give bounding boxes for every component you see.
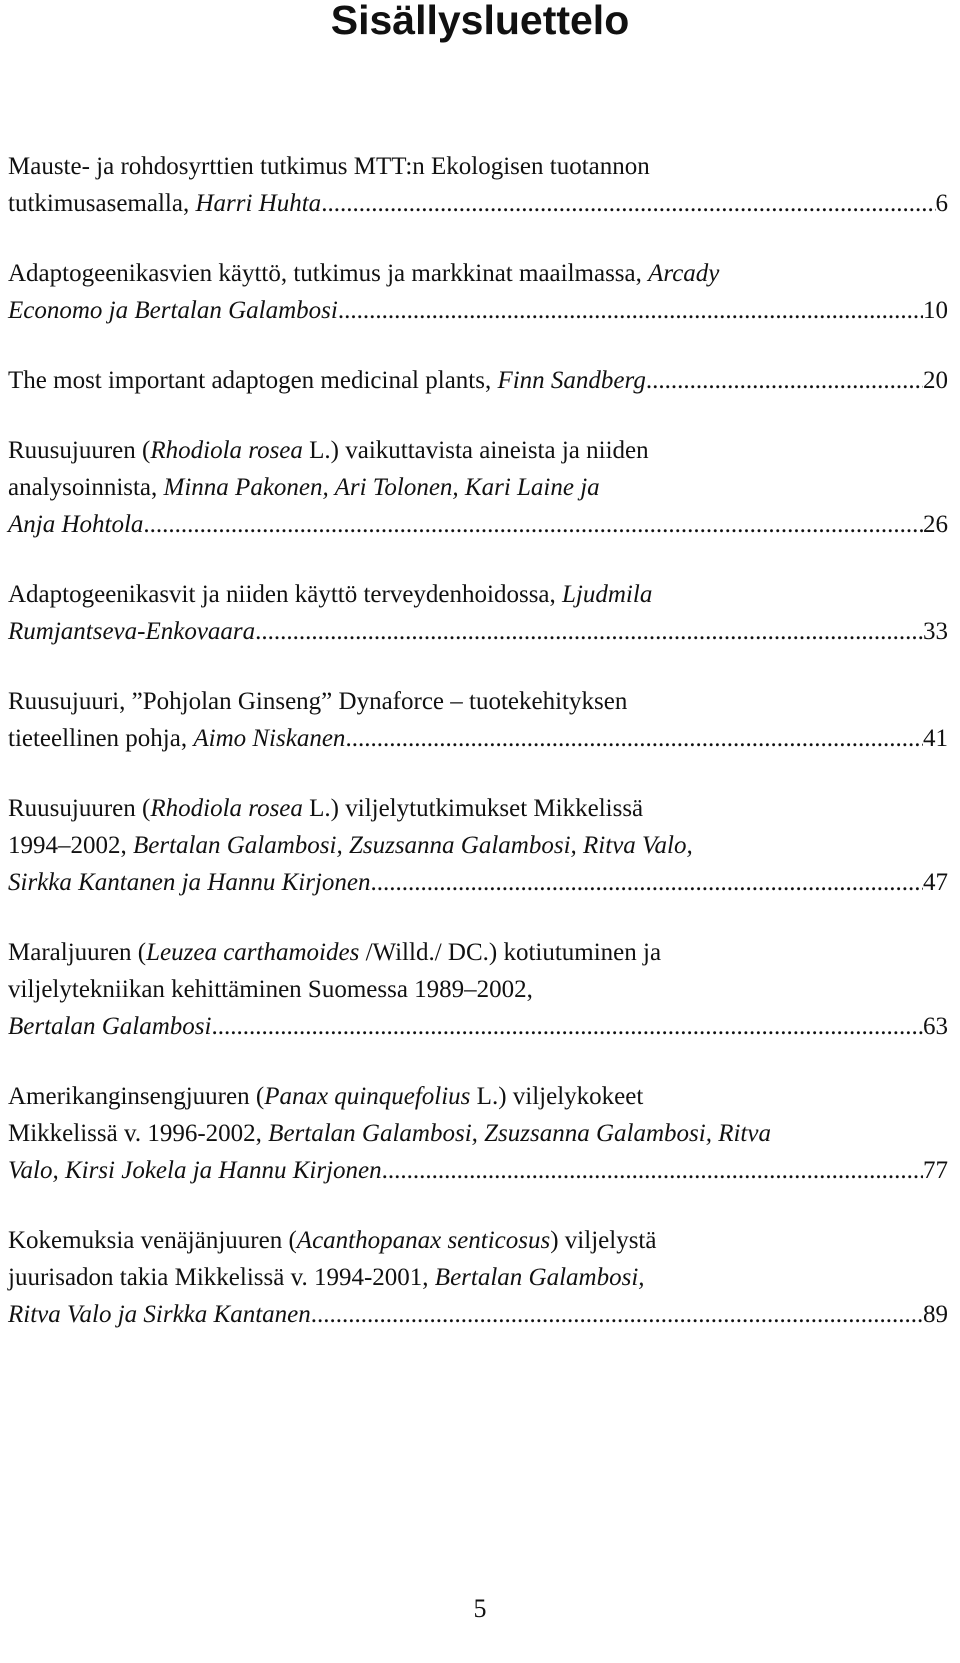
- toc-entry[interactable]: [8, 683, 948, 757]
- dot-leader: [255, 613, 923, 650]
- entry-author-or-species-text: Rhodiola rosea: [150, 437, 303, 464]
- entry-text: juurisadon takia Mikkelissä v. 1994-2001,: [8, 1264, 435, 1291]
- entry-text: Mikkelissä v. 1996-2002,: [8, 1120, 269, 1147]
- toc-page-number: 77: [923, 1157, 948, 1184]
- entry-author-or-species-text: Acanthopanax senticosus: [296, 1227, 551, 1254]
- entry-text: Ruusujuuri, ”Pohjolan Ginseng” Dynaforce – tuotekehityksen: [8, 688, 628, 715]
- toc-entry-last-line: [8, 185, 948, 222]
- toc-entry-line: [8, 683, 948, 720]
- toc-page-number: 33: [923, 618, 948, 645]
- dot-leader: [646, 362, 923, 399]
- entry-author-or-species-text: Rhodiola rosea: [150, 795, 303, 822]
- dot-leader: [345, 720, 923, 757]
- table-of-contents: [8, 148, 948, 1366]
- entry-author-or-species-text: Leuzea carthamoides: [146, 939, 360, 966]
- entry-author-or-species-text: Ljudmila: [562, 581, 653, 608]
- toc-entry[interactable]: [8, 255, 948, 329]
- entry-text: tieteellinen pohja,: [8, 725, 194, 752]
- entry-author-or-species-text: Bertalan Galambosi, Zsuzsanna Galambosi, Ritva Valo,: [133, 832, 693, 859]
- entry-author-or-species-text: Minna Pakonen, Ari Tolonen, Kari Laine ja: [163, 474, 600, 501]
- dot-leader: [321, 185, 935, 222]
- entry-text: L.) viljelykokeet: [470, 1083, 644, 1110]
- entry-author-or-species-text: Sirkka Kantanen ja Hannu Kirjonen: [8, 869, 371, 896]
- entry-author-or-species-text: Finn Sandberg: [497, 367, 646, 394]
- entry-text: viljelytekniikan kehittäminen Suomessa 1989–2002,: [8, 976, 533, 1003]
- toc-entry-last-line: [8, 292, 948, 329]
- toc-entry-last-line: [8, 1008, 948, 1045]
- entry-author-or-species-text: Panax quinquefolius: [264, 1083, 471, 1110]
- toc-entry[interactable]: [8, 1222, 948, 1333]
- dot-leader: [311, 1296, 923, 1333]
- entry-text: 1994–2002,: [8, 832, 133, 859]
- toc-entry-text: [8, 1152, 382, 1189]
- toc-page-number: 26: [923, 511, 948, 538]
- toc-entry-line: [8, 827, 948, 864]
- toc-entry[interactable]: [8, 790, 948, 901]
- toc-entry-text: [8, 506, 143, 543]
- toc-entry-text: [8, 613, 255, 650]
- toc-entry[interactable]: [8, 934, 948, 1045]
- entry-author-or-species-text: Anja Hohtola: [8, 511, 144, 538]
- entry-text: ) viljelystä: [550, 1227, 657, 1254]
- entry-text: Kokemuksia venäjänjuuren (: [8, 1227, 297, 1254]
- toc-page-number: 10: [923, 297, 948, 324]
- dot-leader: [143, 506, 923, 543]
- page-number: 5: [473, 1594, 487, 1623]
- toc-entry-text: [8, 185, 321, 222]
- toc-entry-line: [8, 934, 948, 971]
- toc-entry[interactable]: [8, 432, 948, 543]
- dot-leader: [382, 1152, 923, 1189]
- toc-entry-last-line: [8, 506, 948, 543]
- entry-author-or-species-text: Economo ja Bertalan Galambosi: [8, 297, 338, 324]
- dot-leader: [211, 1008, 923, 1045]
- toc-entry[interactable]: [8, 576, 948, 650]
- toc-entry-line: [8, 971, 948, 1008]
- toc-entry-text: [8, 1296, 311, 1333]
- entry-text: L.) vaikuttavista aineista ja niiden: [302, 437, 649, 464]
- entry-author-or-species-text: Harri Huhta: [195, 190, 322, 217]
- toc-entry-text: [8, 864, 370, 901]
- toc-entry[interactable]: [8, 148, 948, 222]
- toc-entry-line: [8, 432, 948, 469]
- entry-text: L.) viljelytutkimukset Mikkelissä: [302, 795, 644, 822]
- entry-author-or-species-text: Bertalan Galambosi, Zsuzsanna Galambosi, Ritva: [268, 1120, 771, 1147]
- entry-text: Mauste- ja rohdosyrttien tutkimus MTT:n Ekologisen tuotannon: [8, 153, 650, 180]
- toc-entry-line: [8, 255, 948, 292]
- toc-entry-line: [8, 1222, 948, 1259]
- toc-entry-text: [8, 362, 646, 399]
- toc-entry-line: [8, 790, 948, 827]
- entry-text: analysoinnista,: [8, 474, 164, 501]
- toc-entry-last-line: [8, 1152, 948, 1189]
- toc-entry[interactable]: [8, 362, 948, 399]
- toc-entry-last-line: [8, 720, 948, 757]
- toc-entry-line: [8, 1259, 948, 1296]
- entry-author-or-species-text: Bertalan Galambosi: [8, 1013, 212, 1040]
- toc-page-number: 41: [923, 725, 948, 752]
- toc-page-number: 89: [923, 1301, 948, 1328]
- entry-author-or-species-text: Arcady: [648, 260, 720, 287]
- toc-entry-line: [8, 1115, 948, 1152]
- toc-entry-last-line: [8, 362, 948, 399]
- entry-text: The most important adaptogen medicinal plants,: [8, 367, 498, 394]
- toc-entry-line: [8, 1078, 948, 1115]
- entry-text: tutkimusasemalla,: [8, 190, 196, 217]
- entry-text: Ruusujuuren (: [8, 437, 151, 464]
- dot-leader: [370, 864, 923, 901]
- toc-entry-line: [8, 148, 948, 185]
- toc-entry-last-line: [8, 613, 948, 650]
- entry-author-or-species-text: Aimo Niskanen: [193, 725, 346, 752]
- toc-entry-last-line: [8, 864, 948, 901]
- toc-entry-text: [8, 1008, 211, 1045]
- toc-entry-line: [8, 576, 948, 613]
- entry-text: Adaptogeenikasvien käyttö, tutkimus ja markkinat maailmassa,: [8, 260, 649, 287]
- entry-text: Adaptogeenikasvit ja niiden käyttö terveydenhoidossa,: [8, 581, 563, 608]
- toc-entry-line: [8, 469, 948, 506]
- toc-entry-last-line: [8, 1296, 948, 1333]
- entry-author-or-species-text: Ritva Valo ja Sirkka Kantanen: [8, 1301, 311, 1328]
- toc-page-number: 63: [923, 1013, 948, 1040]
- toc-page-number: 6: [935, 190, 948, 217]
- toc-entry[interactable]: [8, 1078, 948, 1189]
- entry-author-or-species-text: Bertalan Galambosi,: [434, 1264, 645, 1291]
- entry-text: Ruusujuuren (: [8, 795, 151, 822]
- dot-leader: [338, 292, 923, 329]
- entry-author-or-species-text: Rumjantseva-Enkovaara: [8, 618, 256, 645]
- toc-page-number: 20: [923, 367, 948, 394]
- toc-entry-text: [8, 292, 338, 329]
- toc-page-number: 47: [923, 869, 948, 896]
- entry-author-or-species-text: Valo, Kirsi Jokela ja Hannu Kirjonen: [8, 1157, 382, 1184]
- entry-text: Amerikanginsengjuuren (: [8, 1083, 265, 1110]
- toc-entry-text: [8, 720, 345, 757]
- page-title: Sisällysluettelo: [330, 0, 630, 43]
- entry-text: /Willd./ DC.) kotiutuminen ja: [359, 939, 662, 966]
- entry-text: Maraljuuren (: [8, 939, 147, 966]
